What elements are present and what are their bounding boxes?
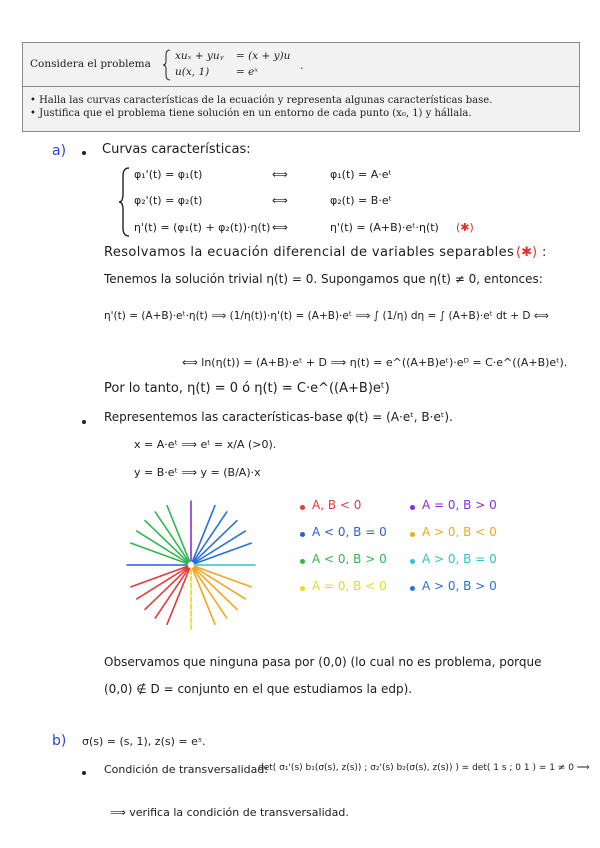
- derivation-2: ⟺ ln(η(t)) = (A+B)·eᵗ + D ⟹ η(t) = e^((A+B)eᵗ)·eᴰ = C·e^((A+B)eᵗ).: [182, 356, 568, 369]
- conclusion-text: Por lo tanto, η(t) = 0 ó η(t) = C·e^((A+B)eᵗ): [104, 381, 390, 396]
- legend-label: A = 0, B > 0: [422, 498, 497, 512]
- legend-dot: [300, 586, 305, 591]
- legend-label: A, B < 0: [312, 498, 362, 512]
- legend-dot: [300, 532, 305, 537]
- legend-dot: [410, 586, 415, 591]
- task-1: • Halla las curvas características de la ecuación y representa algunas características base.: [30, 95, 493, 106]
- ode-3-arrow: ⟺: [272, 221, 288, 234]
- ode-1-rhs: φ₁(t) = A·eᵗ: [330, 168, 392, 181]
- legend-label: A > 0, B < 0: [422, 525, 497, 539]
- problem-divider: [23, 86, 579, 87]
- legend-label: A > 0, B > 0: [422, 579, 497, 593]
- ode-3-rhs: η'(t) = (A+B)·eᵗ·η(t): [330, 221, 439, 234]
- resolve-mark: (✱): [516, 245, 538, 260]
- legend-label: A < 0, B > 0: [312, 552, 387, 566]
- bullet: [82, 420, 86, 424]
- system-brace: [162, 49, 172, 81]
- legend-dot: [300, 505, 305, 510]
- transversality-text: Condición de transversalidad:: [104, 763, 269, 776]
- characteristics-diagram: [125, 495, 265, 635]
- legend-label: A > 0, B = 0: [422, 552, 497, 566]
- problem-intro: Considera el problema: [30, 58, 151, 70]
- sigma-definition: σ(s) = (s, 1), z(s) = eˢ.: [82, 735, 206, 748]
- legend-dot: [410, 532, 415, 537]
- resolve-colon: :: [542, 245, 547, 260]
- task-2: • Justifica que el problema tiene solución en un entorno de cada punto (x₀, 1) y hállala.: [30, 108, 472, 119]
- derivation-1: η'(t) = (A+B)·eᵗ·η(t) ⟹ (1/η(t))·η'(t) = (A+B)·eᵗ ⟹ ∫ (1/η) dη = ∫ (A+B)·eᵗ dt + D ⟺: [104, 310, 549, 322]
- legend-dot: [410, 559, 415, 564]
- trivial-text: Tenemos la solución trivial η(t) = 0. Supongamos que η(t) ≠ 0, entonces:: [104, 272, 543, 286]
- y-equation: y = B·eᵗ ⟹ y = (B/A)·x: [134, 466, 261, 479]
- resolve-text: Resolvamos la ecuación diferencial de variables separables: [104, 245, 515, 260]
- transversality-equation: det( σ₁'(s) b₁(σ(s), z(s)) ; σ₂'(s) b₂(σ(s), z(s)) ) = det( 1 s ; 0 1 ) = 1 ≠ 0 ⟹: [258, 763, 590, 773]
- part-a-label: a): [52, 143, 67, 159]
- ode-3-mark: (✱): [456, 221, 474, 234]
- ode-system-brace: [117, 166, 131, 238]
- x-equation: x = A·eᵗ ⟹ eᵗ = x/A (>0).: [134, 438, 277, 451]
- part-a-heading: Curvas características:: [102, 142, 251, 157]
- part-b-label: b): [52, 733, 67, 749]
- eq-period: .: [300, 60, 304, 72]
- bullet: [82, 771, 86, 775]
- legend-label: A < 0, B = 0: [312, 525, 387, 539]
- ode-1-lhs: φ₁'(t) = φ₁(t): [134, 168, 203, 181]
- legend-label: A = 0, B < 0: [312, 579, 387, 593]
- ode-2-rhs: φ₂(t) = B·eᵗ: [330, 194, 392, 207]
- eq2-lhs: u(x, 1): [175, 66, 210, 78]
- eq1-rhs: = (x + y)u: [236, 50, 291, 62]
- ode-1-arrow: ⟺: [272, 168, 288, 181]
- represent-text: Representemos las características-base φ(t) = (A·eᵗ, B·eᵗ).: [104, 410, 453, 424]
- ode-2-lhs: φ₂'(t) = φ₂(t): [134, 194, 203, 207]
- verify-text: ⟹ verifica la condición de transversalidad.: [110, 806, 349, 819]
- eq1-lhs: xuₓ + yuᵧ: [175, 50, 224, 62]
- ode-3-lhs: η'(t) = (φ₁(t) + φ₂(t))·η(t): [134, 221, 271, 234]
- bullet: [82, 151, 86, 155]
- observation-1: Observamos que ninguna pasa por (0,0) (lo cual no es problema, porque: [104, 655, 542, 669]
- legend-dot: [410, 505, 415, 510]
- legend-dot: [300, 559, 305, 564]
- observation-2: (0,0) ∉ D = conjunto en el que estudiamos la edp).: [104, 682, 413, 696]
- ode-2-arrow: ⟺: [272, 194, 288, 207]
- eq2-rhs: = eˣ: [236, 66, 259, 78]
